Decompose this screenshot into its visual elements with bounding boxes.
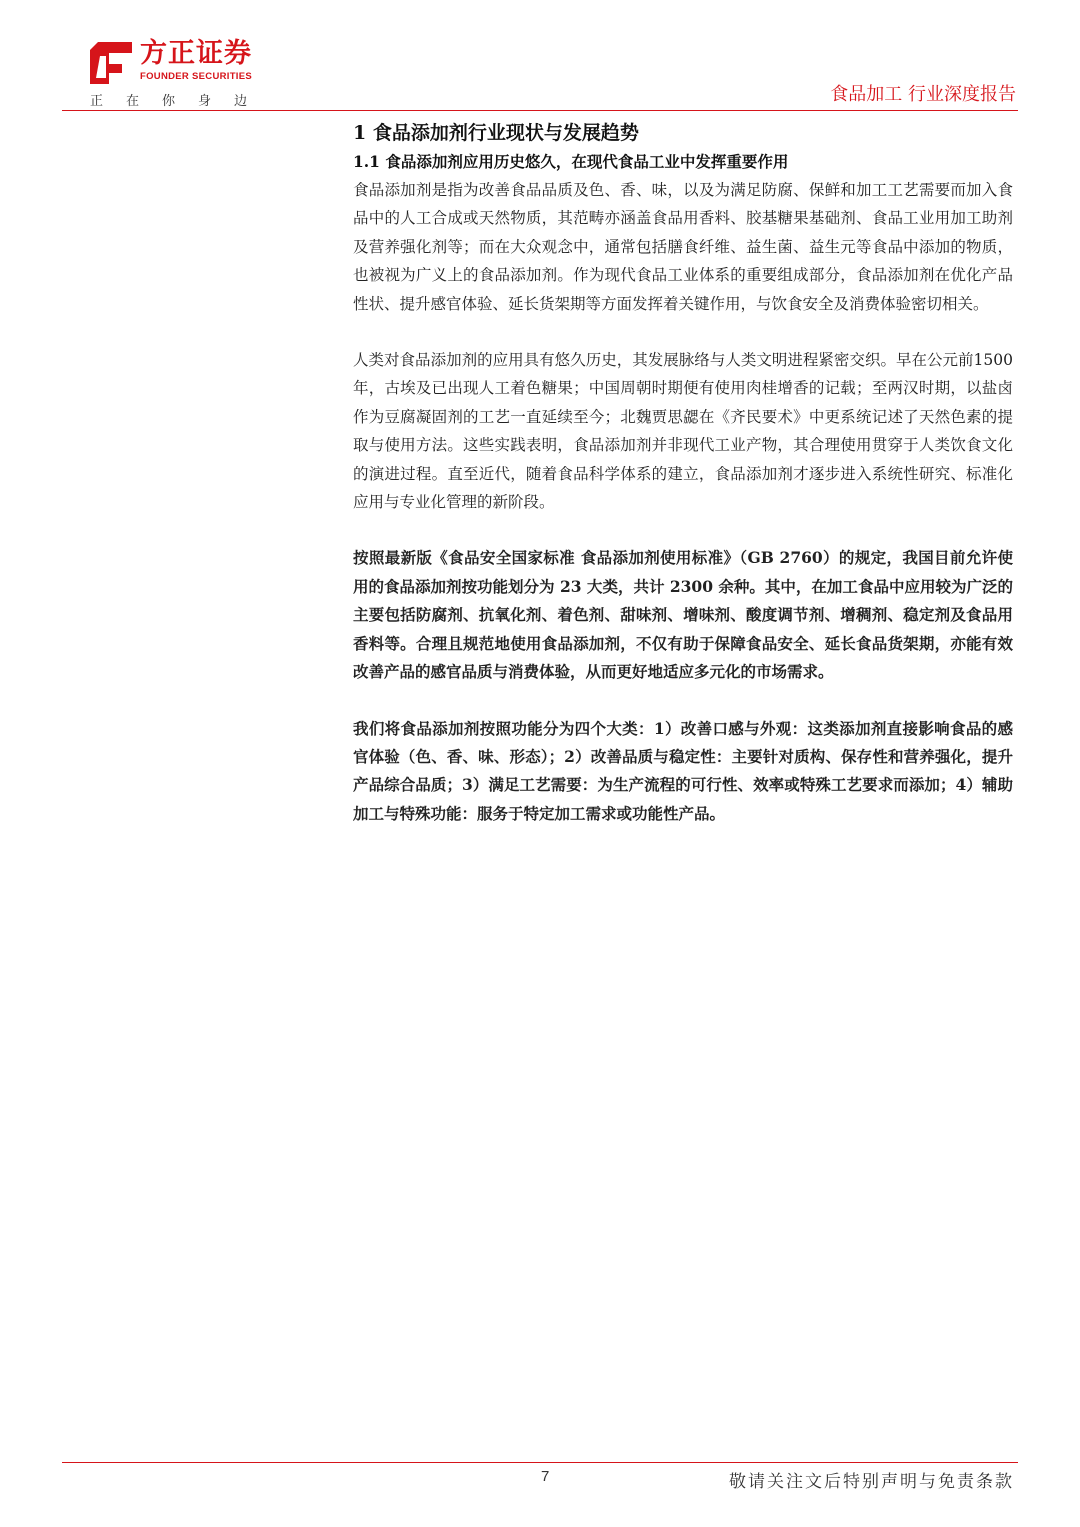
section-title: 1 食品添加剂行业现状与发展趋势 (353, 122, 639, 144)
logo-mark-icon (88, 40, 134, 84)
paragraph-classification: 我们将食品添加剂按照功能分为四个大类：1）改善口感与外观：这类添加剂直接影响食品的感官体验（色、香、味、形态）；2）改善品质与稳定性：主要针对质构、保存性和营养强化，提升产品综合品质；3）满足工艺需要：为生产流程的可行性、效率或特殊工艺要求而添加；4）辅助加工与特殊功能：服务于特定加工需求或功能性产品。 (353, 718, 1013, 823)
header-divider (62, 110, 1018, 111)
page-header (0, 0, 1080, 112)
founder-securities-logo (88, 40, 263, 86)
paragraph-standard: 按照最新版《食品安全国家标准 食品添加剂使用标准》（GB 2760）的规定，我国目前允许使用的食品添加剂按功能划分为 23 大类，共计 2300 余种。其中，在加工食品中应用较为广泛的主要包括防腐剂、抗氧化剂、着色剂、甜味剂、增味剂、酸度调节剂、增稠剂、稳定剂及食品用香料等。合理且规范地使用食品添加剂，不仅有助于保障食品安全、延长食品货架期，亦能有效改善产品的感官品质与消费体验，从而更好地适应多元化的市场需求。 (353, 548, 1013, 682)
paragraph-gap (353, 516, 1013, 544)
footer-divider (62, 1462, 1018, 1463)
report-body (353, 118, 1013, 828)
logo-english-name: FOUNDER SECURITIES (140, 71, 253, 82)
logo-chinese-name: 方正证券 (140, 38, 252, 69)
page-number: 7 (541, 1468, 550, 1485)
paragraph-history: 人类对食品添加剂的应用具有悠久历史，其发展脉络与人类文明进程紧密交织。早在公元前1500年，古埃及已出现人工着色糖果；中国周朝时期便有使用肉桂增香的记载；至两汉时期，以盐卤作为豆腐凝固剂的工艺一直延续至今；北魏贾思勰在《齐民要术》中更系统记述了天然色素的提取与使用方法。这些实践表明，食品添加剂并非现代工业产物，其合理使用贯穿于人类饮食文化的演进过程。直至近代，随着食品科学体系的建立，食品添加剂才逐步进入系统性研究、标准化应用与专业化管理的新阶段。 (353, 351, 1013, 512)
disclaimer-note: 敬请关注文后特别声明与免责条款 (729, 1472, 1014, 1492)
paragraph-gap (353, 318, 1013, 346)
slogan: 正在你身边 (90, 94, 271, 109)
report-category: 食品加工 行业深度报告 (830, 84, 1016, 105)
paragraph-definition: 食品添加剂是指为改善食品品质及色、香、味，以及为满足防腐、保鲜和加工工艺需要而加入食品中的人工合成或天然物质，其范畴亦涵盖食品用香料、胶基糖果基础剂、食品工业用加工助剂及营养强化剂等；而在大众观念中，通常包括膳食纤维、益生菌、益生元等食品中添加的物质，也被视为广义上的食品添加剂。作为现代食品工业体系的重要组成部分，食品添加剂在优化产品性状、提升感官体验、延长货架期等方面发挥着关键作用，与饮食安全及消费体验密切相关。 (353, 181, 1013, 313)
paragraph-gap (353, 687, 1013, 715)
subsection-title: 1.1 食品添加剂应用历史悠久，在现代食品工业中发挥重要作用 (353, 152, 789, 171)
